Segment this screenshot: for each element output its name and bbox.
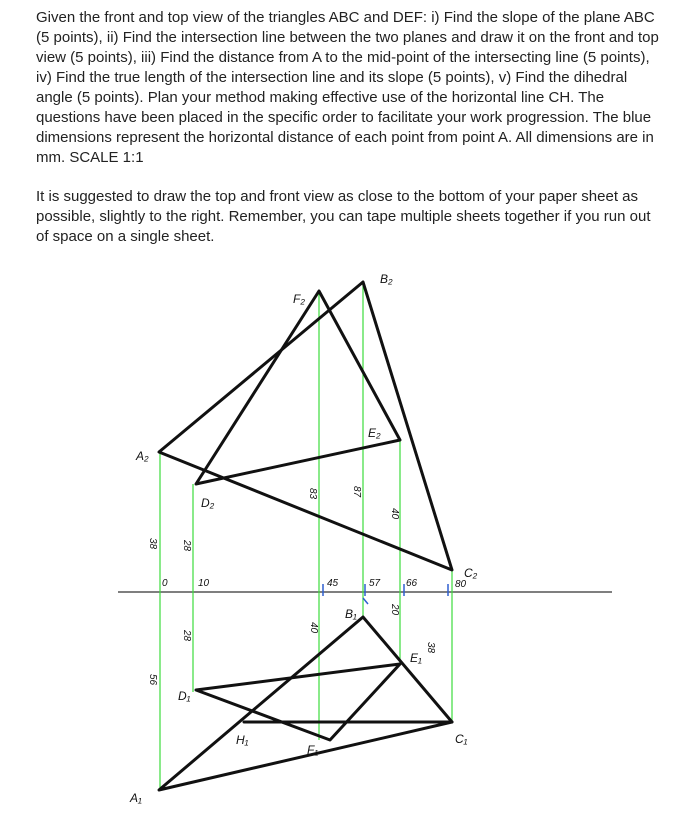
- front-triangle-def: [196, 291, 400, 484]
- dim-front-f: 83: [307, 488, 318, 500]
- label-b1: B₁: [345, 607, 357, 621]
- dim-h-e: 66: [406, 578, 418, 589]
- front-triangle-abc: [159, 282, 452, 570]
- dim-top-e: 38: [425, 642, 436, 654]
- dim-top-a: 56: [147, 674, 158, 686]
- dim-h-a: 0: [162, 578, 168, 589]
- projector-lines: [160, 282, 452, 790]
- top-triangle-abc: [159, 617, 452, 790]
- label-c2: C₂: [464, 566, 478, 580]
- label-b2: B₂: [380, 272, 393, 286]
- blue-dimension-ticks: [323, 584, 448, 604]
- dim-h-d: 10: [198, 578, 210, 589]
- label-d1: D₁: [178, 689, 191, 703]
- dim-top-d: 28: [181, 630, 192, 642]
- label-f1: F₁: [307, 743, 319, 757]
- dim-h-b: 57: [369, 578, 381, 589]
- dim-front-b: 87: [351, 486, 362, 498]
- dim-top-b: 20: [389, 604, 400, 616]
- label-h1: H₁: [236, 733, 249, 747]
- label-e1: E₁: [410, 651, 422, 665]
- label-c1: C₁: [455, 732, 468, 746]
- top-triangle-def: [196, 664, 400, 740]
- dim-h-c: 80: [455, 579, 467, 590]
- dim-h-f: 45: [327, 578, 339, 589]
- instructions-paragraph-2: It is suggested to draw the top and front view as close to the bottom of your paper sheet as possible, slightly to the right. Remember, you can tape multiple sheets together if you run out of space on a single sheet.: [36, 188, 651, 245]
- instructions-paragraph-1: Given the front and top view of the triangles ABC and DEF: i) Find the slope of the plane ABC (5 points), ii) Find the intersection line between the two planes and draw it on the front and top view (5 points), iii) Find the distance from A to the mid-point of the intersecting line (5 points), iv) Find the true length of the intersection line and its slope (5 points), v) Find the dihedral angle (5 points). Plan your method making effective use of the horizontal line CH. The questions have been placed in the specific order to facilitate your work progression. The blue dimensions represent the horizontal distance of each point from point A. All dimensions are in mm. SCALE 1:1: [36, 9, 659, 166]
- dim-tick-b1: [363, 598, 368, 604]
- dim-front-e: 40: [389, 508, 400, 520]
- label-e2: E₂: [368, 426, 381, 440]
- label-a1: A₁: [130, 791, 142, 805]
- label-a2: A₂: [136, 449, 149, 463]
- label-d2: D₂: [201, 496, 215, 510]
- dim-front-a: 38: [147, 538, 158, 550]
- dim-front-d: 28: [181, 540, 192, 552]
- label-f2: F₂: [293, 292, 305, 306]
- dim-top-f: 40: [308, 622, 319, 634]
